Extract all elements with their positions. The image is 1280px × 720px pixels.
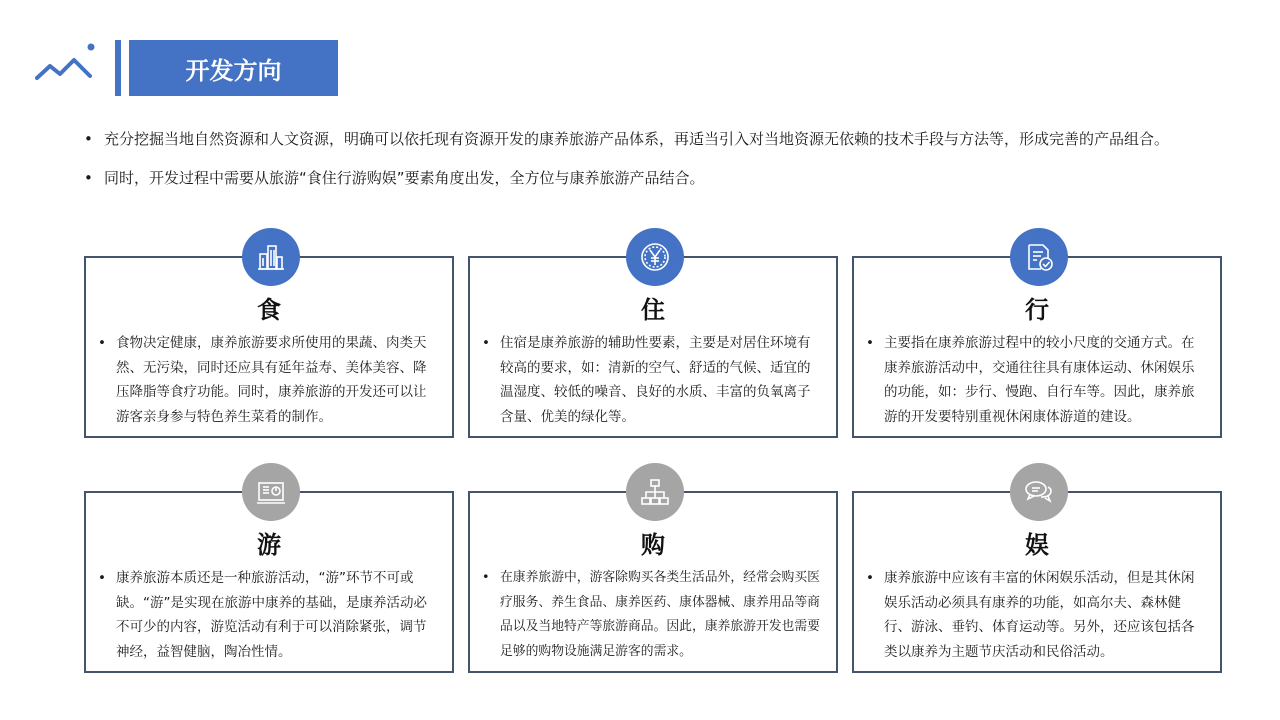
card-food xyxy=(84,256,454,438)
card-body xyxy=(866,331,1206,429)
card-title: 住 xyxy=(641,296,665,324)
card-text: • 康养旅游本质还是一种旅游活动，“游”环节不可或缺。“游”是实现在旅游中康养的基础，是康养活动必不可少的内容，游览活动有利于可以消除紧张，调节神经，益智健脑，陶冶性情。 xyxy=(98,566,438,664)
card-shopping xyxy=(468,491,838,673)
card-title: 食 xyxy=(257,296,281,324)
document-check-icon xyxy=(1010,228,1068,286)
card-text: • 康养旅游中应该有丰富的休闲娱乐活动，但是其休闲娱乐活动必须具有康养的功能，如高尔夫、森林健行、游泳、垂钓、体育运动等。另外，还应该包括各类以康养为主题节庆活动和民俗活动。 xyxy=(866,566,1206,664)
mountain-logo-icon xyxy=(34,42,104,84)
page-title: 开发方向 xyxy=(129,40,338,96)
card-lodging xyxy=(468,256,838,438)
card-body xyxy=(98,566,438,664)
card-title: 购 xyxy=(641,531,665,559)
card-text: • 食物决定健康，康养旅游要求所使用的果蔬、肉类天然、无污染，同时还应具有延年益寿、美体美容、降压降脂等食疗功能。同时，康养旅游的开发还可以让游客亲身参与特色养生菜肴的制作。 xyxy=(98,331,438,429)
network-icon xyxy=(626,463,684,521)
yen-clock-icon xyxy=(626,228,684,286)
card-title: 娱 xyxy=(1025,531,1049,559)
dashboard-icon xyxy=(242,463,300,521)
card-text: • 住宿是康养旅游的辅助性要素，主要是对居住环境有较高的要求，如：清新的空气、舒适的气候、适宜的温湿度、较低的噪音、良好的水质、丰富的负氧离子含量、优美的绿化等。 xyxy=(482,331,822,429)
card-tour xyxy=(84,491,454,673)
card-text: • 在康养旅游中，游客除购买各类生活品外，经常会购买医疗服务、养生食品、康养医药、康体器械、康养用品等商品以及当地特产等旅游商品。因此，康养旅游开发也需要足够的购物设施满足游客的需求。 xyxy=(482,566,822,664)
card-body xyxy=(482,566,822,664)
card-body xyxy=(98,331,438,429)
title-accent-bar xyxy=(115,40,121,96)
intro-bullet: • 充分挖掘当地自然资源和人文资源，明确可以依托现有资源开发的康养旅游产品体系，再适当引入对当地资源无依赖的技术手段与方法等，形成完善的产品组合。 xyxy=(84,128,1254,150)
intro-bullet: • 同时，开发过程中需要从旅游“食住行游购娱”要素角度出发，全方位与康养旅游产品结合。 xyxy=(84,167,1254,189)
card-text: • 主要指在康养旅游过程中的较小尺度的交通方式。在康养旅游活动中，交通往往具有康体运动、休闲娱乐的功能，如：步行、慢跑、自行车等。因此，康养旅游的开发要特别重视休闲康体游道的建设。 xyxy=(866,331,1206,429)
card-title: 行 xyxy=(1025,296,1049,324)
card-transport xyxy=(852,256,1222,438)
building-icon xyxy=(242,228,300,286)
card-entertainment xyxy=(852,491,1222,673)
intro-list xyxy=(84,128,1254,206)
chat-bubbles-icon xyxy=(1010,463,1068,521)
card-body xyxy=(482,331,822,429)
card-title: 游 xyxy=(257,531,281,559)
card-body xyxy=(866,566,1206,664)
